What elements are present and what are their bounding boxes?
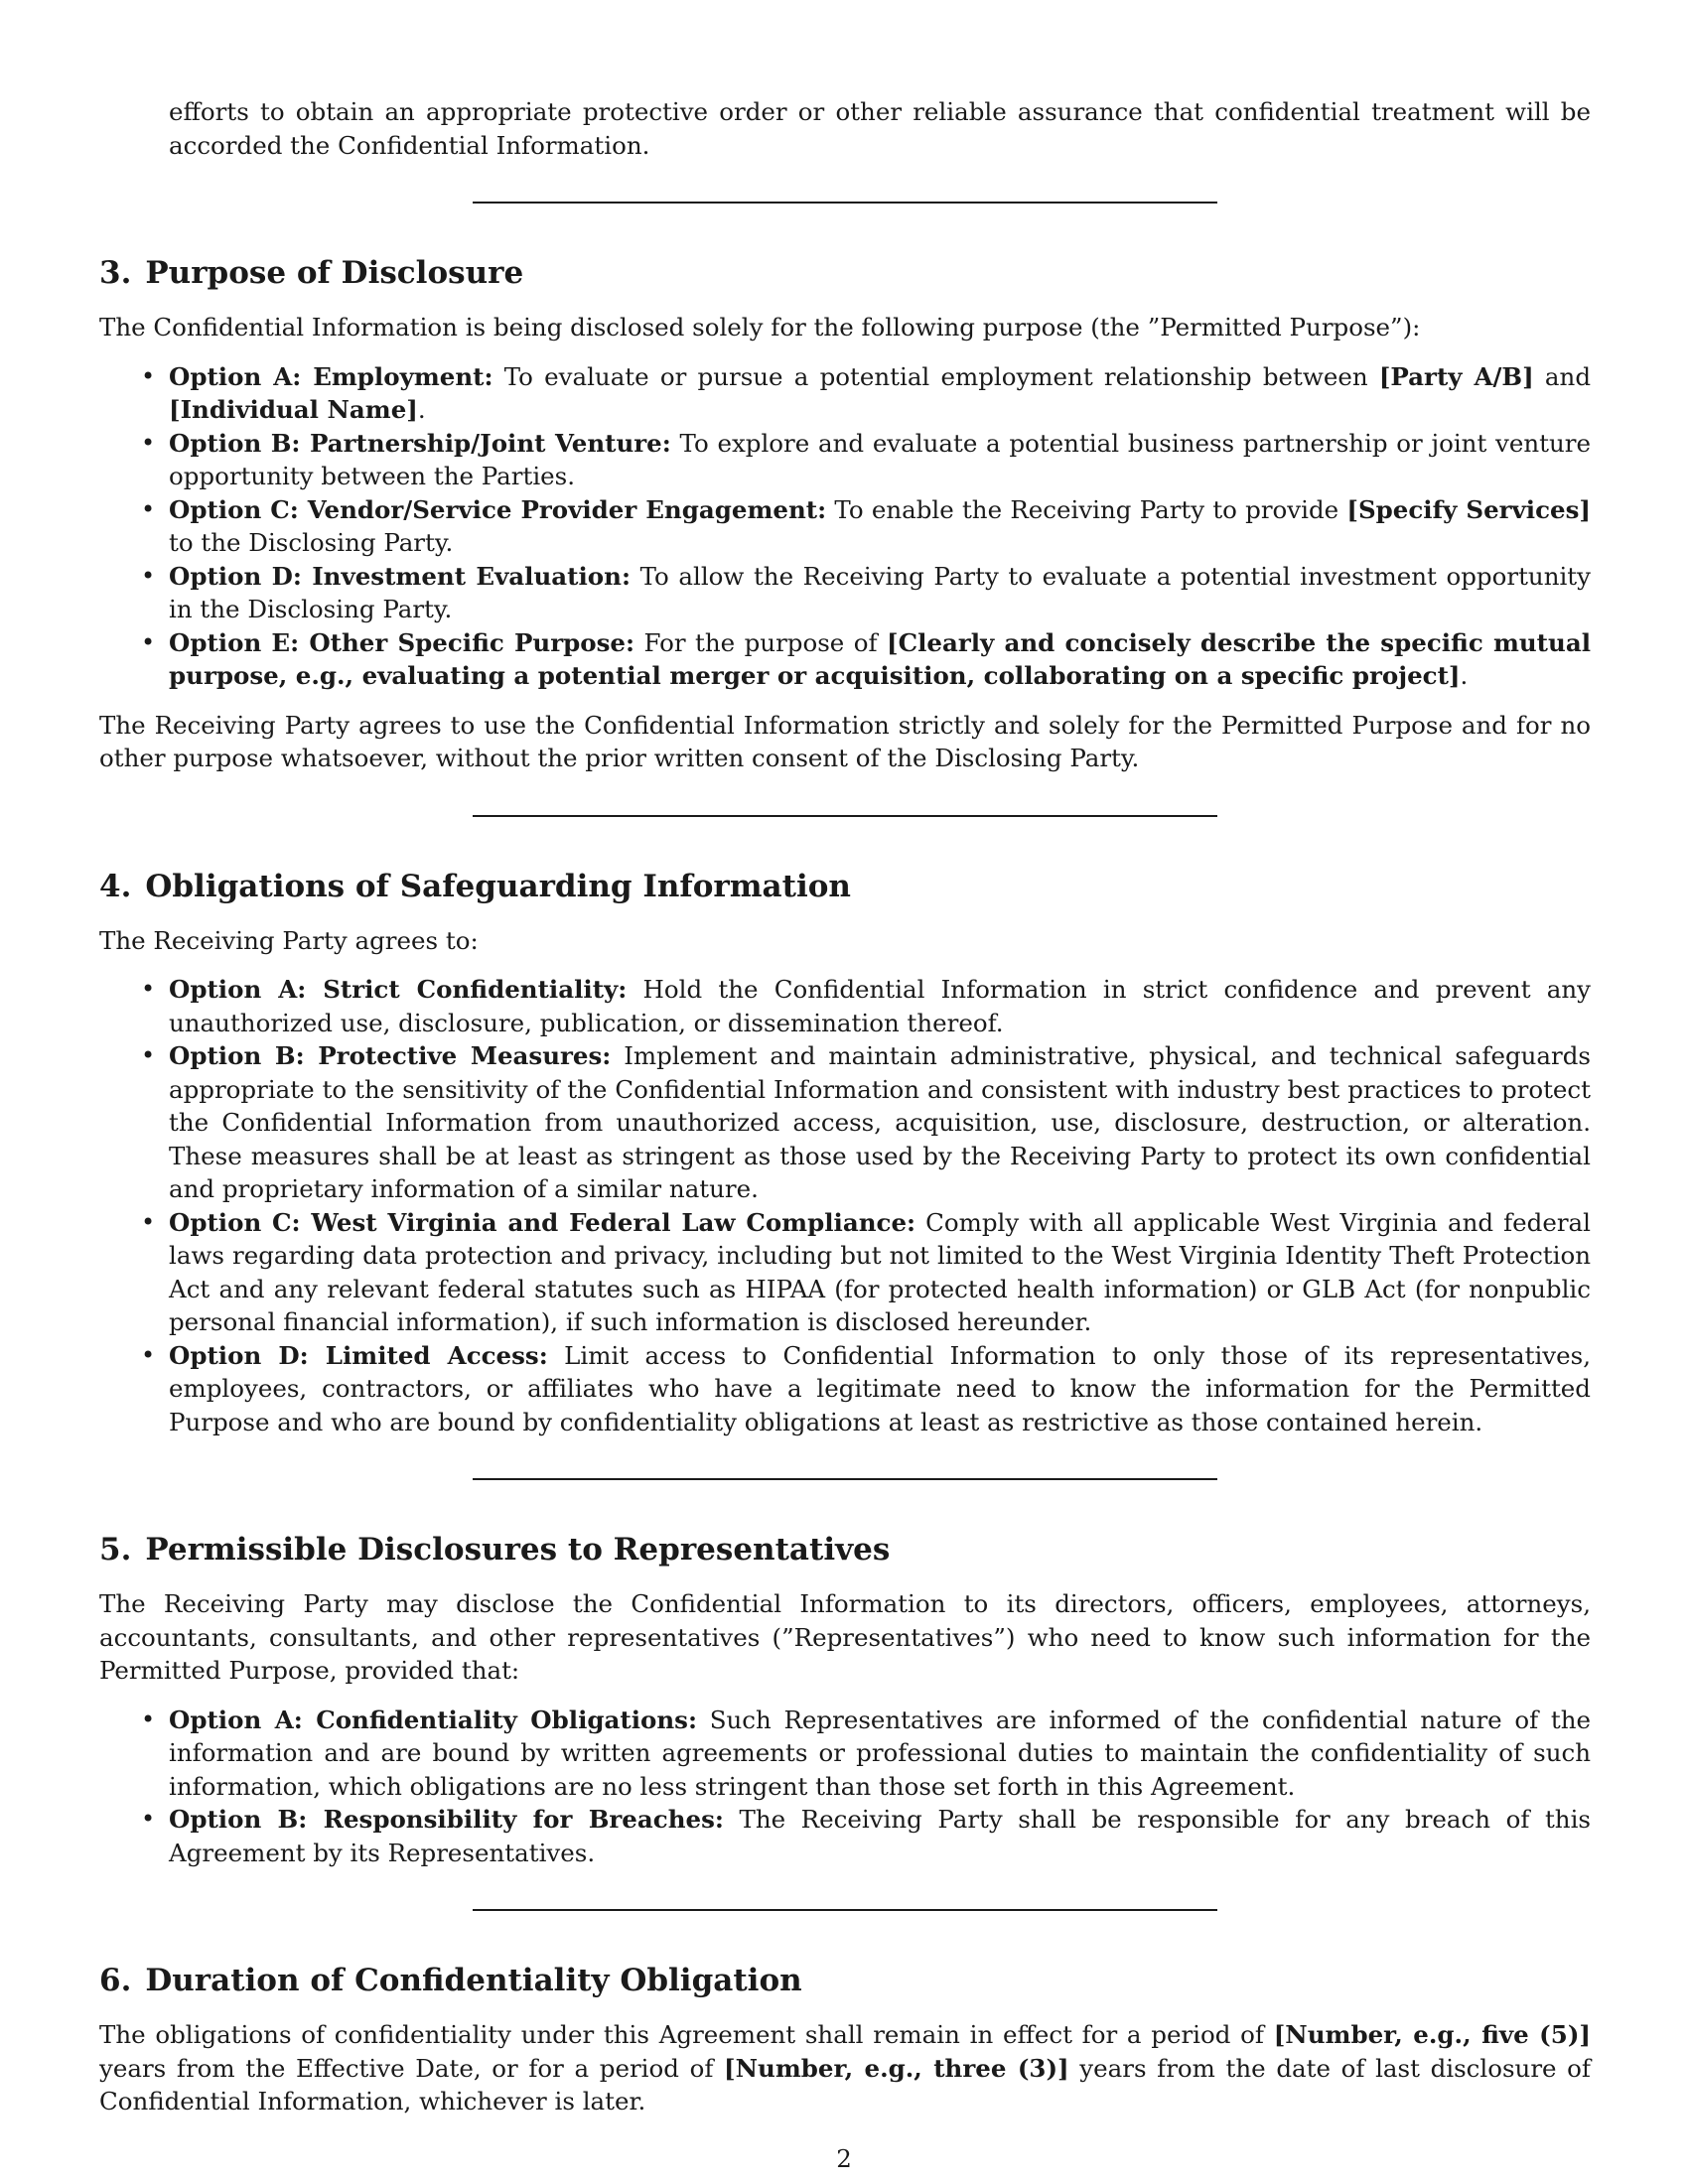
list-item (99, 973, 1591, 1039)
placeholder: [Number, e.g., five (5)] (1273, 2020, 1592, 2049)
list-item (99, 427, 1591, 493)
option-label: Option A: Employment: (169, 361, 493, 391)
option-text: . (417, 395, 426, 424)
list-item (99, 360, 1591, 427)
option-label: Option B: Protective Measures: (169, 1041, 612, 1070)
section-6-paragraph (99, 2018, 1591, 2118)
section-5-options (99, 1704, 1591, 1870)
section-4-options (99, 973, 1591, 1438)
section-number: 6. (99, 1963, 132, 1998)
option-text: Hold the Confidential Information in strict confidence and prevent any unauthorized use, disclosure, publication, or dissemination thereof. (169, 975, 1591, 1037)
option-text: To enable the Receiving Party to provide (826, 494, 1347, 524)
section-divider (473, 202, 1217, 204)
placeholder: [Number, e.g., three (3)] (724, 2053, 1069, 2083)
section-5-intro: The Receiving Party may disclose the Confidential Information to its directors, officers, employees, attorneys, accountants, consultants, and other representatives (”Representatives”) who need to know such information for the Permitted Purpose, provided that: (99, 1589, 1591, 1685)
option-text: Such Representatives are informed of the confidential nature of the information and are bound by written agreements or professional duties to maintain the confidentiality of such information, which obligations are no less stringent than those set forth in this Agreement. (169, 1705, 1591, 1801)
document-page (99, 95, 1591, 2118)
option-text: Limit access to Confidential Information to only those of its representatives, employees, contractors, or affiliates who have a legitimate need to know the information for the Permitted Purpose and who are bound by confidentiality obligations at least as restrictive as those contained herein. (169, 1340, 1591, 1436)
list-item (99, 1339, 1591, 1439)
option-text: to the Disclosing Party. (169, 528, 454, 557)
option-label: Option D: Limited Access: (169, 1340, 548, 1370)
list-item (99, 1206, 1591, 1339)
list-item (99, 560, 1591, 626)
placeholder: [Specify Services] (1346, 494, 1591, 524)
section-6-heading (99, 1961, 1591, 2000)
section-title: Permissible Disclosures to Representatives (145, 1532, 891, 1568)
section-3-closing: The Receiving Party agrees to use the Confidential Information strictly and solely for the Permitted Purpose and for no other purpose whatsoever, without the prior written consent of the Disclosing Party. (99, 710, 1591, 772)
placeholder: [Clearly and concisely describe the specific mutual purpose, e.g., evaluating a potential merger or acquisition, collaborating on a specific project] (169, 627, 1591, 690)
list-item (99, 493, 1591, 560)
option-label: Option B: Partnership/Joint Venture: (169, 428, 671, 458)
page-number: 2 (836, 2144, 852, 2173)
option-text: The Receiving Party shall be responsible for any breach of this Agreement by its Representatives. (169, 1805, 1591, 1867)
placeholder: [Individual Name] (169, 395, 418, 424)
option-text: Comply with all applicable West Virginia and federal laws regarding data protection and privacy, including but not limited to the West Virginia Identity Theft Protection Act and any relevant federal statutes such as HIPAA (for protected health information) or GLB Act (for nonpublic personal financial information), if such information is disclosed hereunder. (169, 1207, 1591, 1336)
section-5-heading (99, 1530, 1591, 1570)
paragraph-text: The obligations of confidentiality under this Agreement shall remain in effect for a period of (99, 2020, 1274, 2049)
list-item (99, 1704, 1591, 1804)
option-label: Option A: Strict Confidentiality: (169, 975, 628, 1004)
section-number: 3. (99, 255, 132, 291)
option-label: Option E: Other Specific Purpose: (169, 627, 635, 657)
section-4-intro: The Receiving Party agrees to: (99, 925, 479, 955)
section-4-heading (99, 867, 1591, 906)
section-3-options (99, 360, 1591, 693)
paragraph-text: years from the date of last disclosure of Confidential Information, whichever is later. (99, 2053, 1591, 2116)
section-title: Duration of Confidentiality Obligation (145, 1963, 802, 1998)
option-text: To allow the Receiving Party to evaluate a potential investment opportunity in the Disclosing Party. (169, 561, 1591, 623)
section-divider (473, 1909, 1217, 1911)
option-text: Implement and maintain administrative, physical, and technical safeguards appropriate to the sensitivity of the Confidential Information and consistent with industry best practices to protect the Confidential Information from unauthorized access, acquisition, use, disclosure, destruction, or alteration. These measures shall be at least as stringent as those used by the Receiving Party to protect its own confidential and proprietary information of a similar nature. (169, 1041, 1591, 1203)
section-title: Obligations of Safeguarding Information (145, 868, 851, 904)
section-number: 4. (99, 868, 132, 904)
option-label: Option B: Responsibility for Breaches: (169, 1805, 724, 1834)
placeholder: [Party A/B] (1378, 361, 1534, 391)
section-divider (473, 815, 1217, 817)
section-number: 5. (99, 1532, 132, 1568)
option-text: To evaluate or pursue a potential employment relationship between (492, 361, 1379, 391)
option-text: . (1460, 661, 1469, 690)
option-label: Option C: Vendor/Service Provider Engagement: (169, 494, 827, 524)
option-label: Option C: West Virginia and Federal Law Compliance: (169, 1207, 916, 1237)
section-3-heading (99, 253, 1591, 293)
option-label: Option A: Confidentiality Obligations: (169, 1705, 698, 1734)
option-text: and (1533, 361, 1591, 391)
list-item (99, 1039, 1591, 1206)
paragraph-text: years from the Effective Date, or for a period of (99, 2053, 725, 2083)
option-text: For the purpose of (634, 627, 887, 657)
option-text: To explore and evaluate a potential business partnership or joint venture opportunity between the Parties. (169, 428, 1591, 490)
section-3-intro: The Confidential Information is being disclosed solely for the following purpose (the ”Permitted Purpose”): (99, 313, 1421, 341)
section-title: Purpose of Disclosure (145, 255, 524, 291)
carryover-paragraph: efforts to obtain an appropriate protective order or other reliable assurance that confidential treatment will be accorded the Confidential Information. (169, 97, 1591, 160)
list-item (99, 626, 1591, 693)
option-label: Option D: Investment Evaluation: (169, 561, 631, 591)
list-item (99, 1803, 1591, 1869)
section-divider (473, 1478, 1217, 1480)
